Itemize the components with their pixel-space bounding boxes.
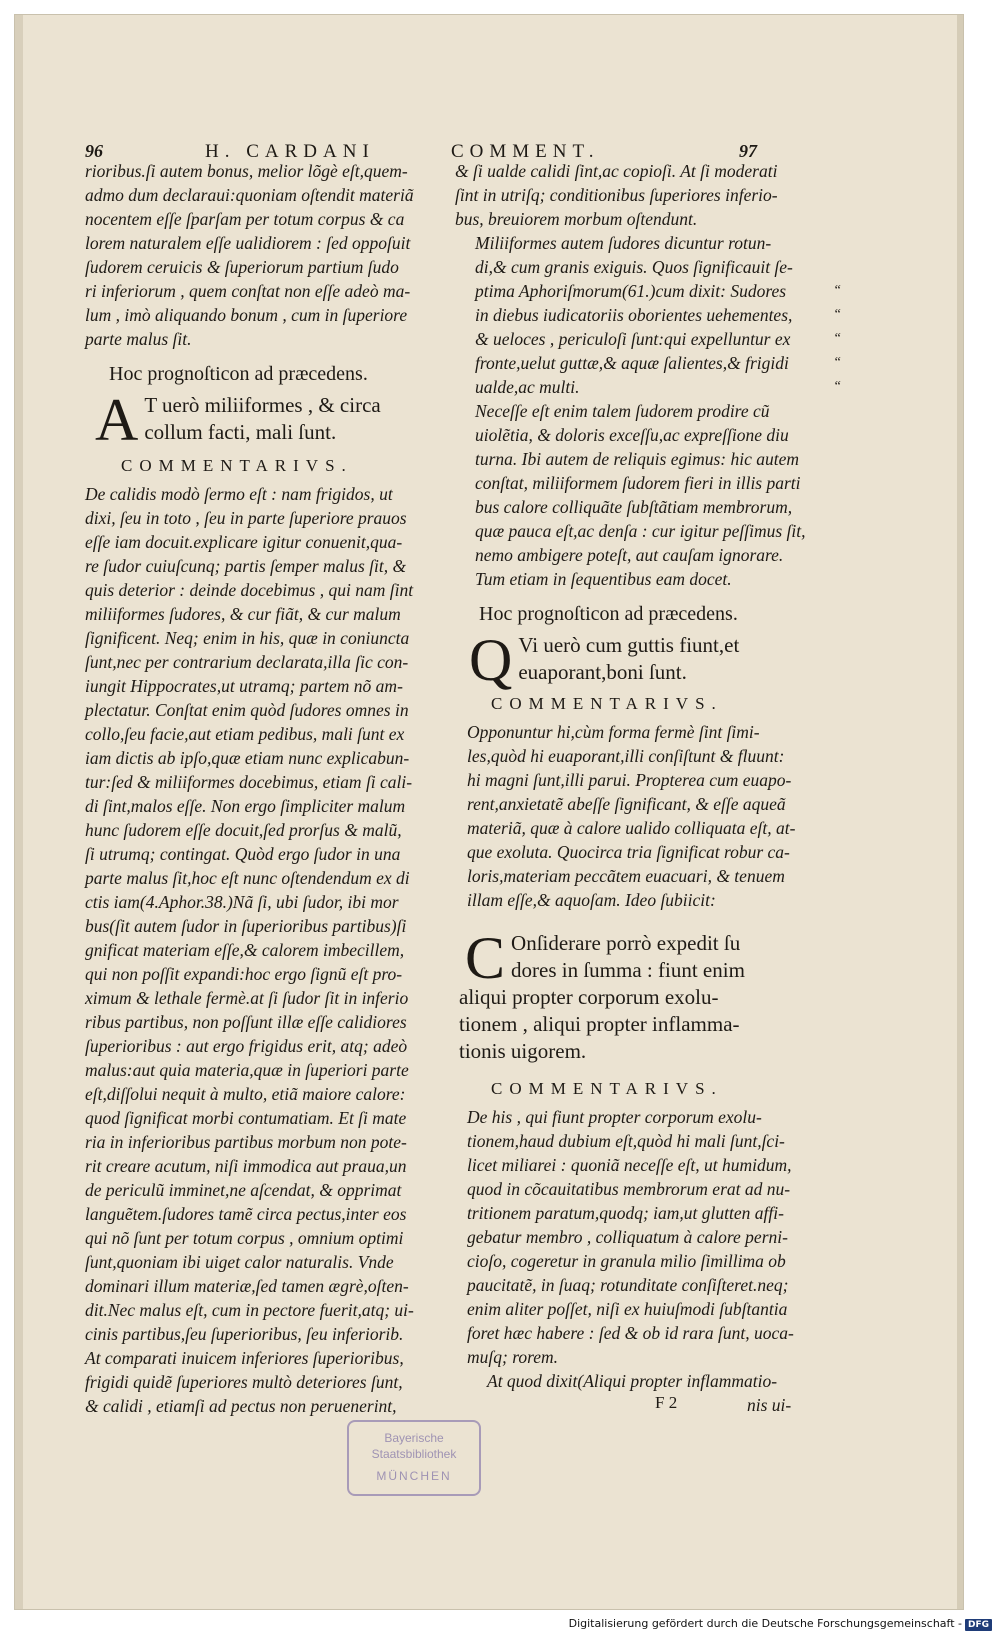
text-span: & ueloces , periculoſi ſunt:qui expelluntur ex (475, 329, 791, 349)
aphorism-block (89, 387, 447, 453)
text-line: paucitatẽ, in ſuaq; rotunditate conſiſteret.neq; (467, 1275, 789, 1295)
text-line: qui nõ ſunt per totum corpus , omnium optimi (85, 1228, 404, 1248)
text-line: frigidi quidẽ ſuperiores multò deteriores ſunt, (85, 1372, 403, 1392)
prognostic-heading: Hoc prognoſticon ad præcedens. (109, 363, 368, 385)
credit-text: Digitalisierung gefördert durch die Deutsche Forschungsgemeinschaft - (568, 1617, 962, 1630)
commentarius-heading: COMMENTARIVS. (491, 694, 723, 713)
text-line: eſt,diſſolui nequit à multo, etiã maiore calore: (85, 1084, 406, 1104)
text-line: lum , imò aliquando bonum , cum in ſuperiore (85, 305, 408, 325)
right-paragraph-1 (455, 159, 815, 231)
text-line: uiolẽtia, & doloris exceſſu,ac expreſſione diu (475, 425, 789, 445)
text-line: parte malus ſit. (85, 329, 192, 349)
text-line: & calidi , etiamſi ad pectus non peruenerint, (85, 1396, 397, 1416)
text-line: ſudorem ceruicis & ſuperiorum partium ſudo (85, 257, 399, 277)
text-line: plectatur. Conſtat enim quòd ſudores omnes in (85, 700, 409, 720)
text-line: foret hæc habere : ſed & ob id rara ſunt, uoca- (467, 1323, 794, 1343)
text-line: bus(ſit autem ſudor in ſuperioribus partibus)ſi (85, 916, 407, 936)
text-line: ſi utrumq; contingat. Quòd ergo ſudor in una (85, 844, 401, 864)
drop-cap-letter: Q (469, 627, 513, 693)
drop-cap-letter: A (95, 387, 139, 453)
aphorism-line: tionis uigorem. (459, 1039, 587, 1063)
text-line: Tum etiam in ſequentibus eam docet. (475, 569, 732, 589)
text-line: At quod dixit(Aliqui propter inflammatio- (487, 1371, 778, 1391)
text-line-quoted (475, 375, 841, 399)
text-line: ribus partibus, non poſſunt illæ eſſe calidiores (85, 1012, 407, 1032)
text-line: cinis partibus,ſeu ſuperioribus, ſeu inferiorib. (85, 1324, 404, 1344)
text-line: ctis iam(4.Aphor.38.)Nã ſi, ubi ſudor, ibi mor (85, 892, 399, 912)
text-line: tionem,haud dubium eſt,quòd hi mali ſunt,ſci- (467, 1131, 785, 1151)
text-line: ria in inferioribus partibus morbum non pote- (85, 1132, 407, 1152)
text-line: iungit Hippocrates,ut utramq; partem nõ am- (85, 676, 403, 696)
aphorism-line: Onſiderare porrò expedit ſu (511, 931, 741, 955)
text-line: tritionem paratum,quodq; iam,ut glutten affi- (467, 1203, 784, 1223)
text-line: At comparati inuicem inferiores ſuperioribus, (85, 1348, 404, 1368)
aphorism-line: aliqui propter corporum exolu- (459, 985, 719, 1009)
right-running-head: COMMENT. (451, 141, 600, 162)
text-line: loris,materiam peccãtem euacuari, & tenuem (467, 866, 785, 886)
text-line: ſignificent. Neq; enim in his, quæ in coniuncta (85, 628, 410, 648)
commentarius-heading: COMMENTARIVS. (491, 1079, 723, 1098)
text-line-quoted (475, 327, 841, 351)
scanned-page (14, 14, 964, 1610)
text-line: ſint in utriſq; conditionibus ſuperiores inferio- (455, 185, 778, 205)
stamp-line: Bayerische (384, 1431, 444, 1445)
text-line: nemo ambigere poteſt, aut cauſam ignorare. (475, 545, 784, 565)
text-line: di,& cum granis exiguis. Quos ſignificauit ſe- (475, 257, 793, 277)
text-line: hunc ſudorem eſſe docuit,ſed prorſus & malũ, (85, 820, 402, 840)
text-line: quod in cõcauitatibus membrorum erat ad nu- (467, 1179, 791, 1199)
prognostic-heading: Hoc prognoſticon ad præcedens. (479, 603, 738, 625)
text-line: cioſo, cogeretur in granula milio ſimillima ob (467, 1251, 786, 1271)
text-line: gnificat materiam eſſe,& calorem imbecillem, (85, 940, 405, 960)
text-line: dixi, ſeu in toto , ſeu in parte ſuperiore prauos (85, 508, 407, 528)
right-page-number: 97 (739, 141, 757, 161)
quotation-mark: “ (833, 355, 841, 370)
left-page-number: 96 (85, 141, 103, 161)
text-line: les,quòd hi euaporant,illi conſiſtunt & fluunt: (467, 746, 785, 766)
right-column (455, 159, 841, 1417)
drop-cap-letter: C (465, 925, 506, 991)
text-line: quæ pauca eſt,ac denſa : cur igitur peſſimus ſit, (475, 521, 806, 541)
text-line: eſſe iam docuit.explicare igitur conuenit,qua- (85, 532, 403, 552)
text-line: iam dictis ab ipſo,quæ etiam nunc explicabun- (85, 748, 410, 768)
text-line: bus calore colliquãte ſubſtãtiam membrorum, (475, 497, 793, 517)
commentarius-heading: COMMENTARIVS. (121, 456, 353, 475)
text-line: collo,ſeu facie,aut etiam pedibus, mali ſunt ex (85, 724, 405, 744)
left-paragraph-2 (85, 482, 447, 1418)
text-line: & ſi ualde calidi ſint,ac copioſi. At ſi moderati (455, 161, 778, 181)
left-column (85, 159, 447, 1418)
text-span: fronte,uelut guttæ,& aquæ ſalientes,& frigidi (475, 353, 789, 373)
text-line: miliiformes ſudores, & cur fiãt, & cur malum (85, 604, 401, 624)
text-line: qui non poſſit expandi:hoc ergo ſignũ eſt pro- (85, 964, 403, 984)
aphorism-block (459, 925, 815, 1065)
text-line: bus, breuiorem morbum oſtendunt. (455, 209, 698, 229)
text-line: rioribus.ſi autem bonus, melior lõgè eſt,quem- (85, 161, 408, 181)
text-line: rit creare acutum, niſi immodica aut praua,un (85, 1156, 407, 1176)
text-line: gebatur membro , colliquatum à calore perni- (467, 1227, 788, 1247)
text-line: dit.Nec malus eſt, cum in pectore fuerit,atq; ui- (85, 1300, 414, 1320)
text-line-quoted (475, 303, 841, 327)
quotation-mark: “ (833, 331, 841, 346)
right-paragraph-5 (455, 1105, 815, 1393)
text-line: nocentem eſſe ſparſam per totum corpus & ca (85, 209, 405, 229)
quotation-mark: “ (833, 379, 841, 394)
text-line: quis deterior : deinde docebimus , qui nam ſint (85, 580, 414, 600)
text-line: rent,anxietatẽ abeſſe ſignificant, & eſſe aqueã (467, 794, 786, 814)
signature-mark: F 2 (655, 1393, 678, 1412)
text-line: licet miliarei : quoniã neceſſe eſt, ut humidum, (467, 1155, 792, 1175)
text-line: ſunt,quoniam ibi uiget calor naturalis. Vnde (85, 1252, 394, 1272)
text-line: ſunt,nec per contrarium declarata,illa ſic con- (85, 652, 409, 672)
left-running-head: H. CARDANI (205, 141, 375, 162)
text-line: De his , qui fiunt propter corporum exolu- (467, 1107, 762, 1127)
text-line: Miliiformes autem ſudores dicuntur rotun- (475, 233, 772, 253)
text-line: materiã, quæ à calore ualido colliquata eſt, at- (467, 818, 796, 838)
text-line: quod ſignificat morbi contumatiam. Et ſi mate (85, 1108, 407, 1128)
aphorism-line: euaporant,boni ſunt. (518, 660, 687, 684)
aphorism-block (463, 627, 815, 693)
right-paragraph-2 (455, 231, 841, 399)
aphorism-line: dores in ſumma : fiunt enim (511, 958, 745, 982)
library-stamp (347, 1420, 481, 1496)
text-span: in diebus iudicatoriis oborientes uehementes, (475, 305, 793, 325)
text-line: enim aliter poſſet, niſi ex huiuſmodi ſubſtantia (467, 1299, 788, 1319)
text-line: tur:ſed & miliiformes docebimus, etiam ſi cali- (85, 772, 413, 792)
quotation-mark: “ (833, 307, 841, 322)
text-line: di ſint,malos eſſe. Non ergo ſimpliciter malum (85, 796, 406, 816)
left-paragraph-1 (85, 159, 447, 351)
aphorism-line: tionem , aliqui propter inflamma- (459, 1012, 740, 1036)
page-footer-line (455, 1393, 815, 1417)
text-line: Neceſſe eſt enim talem ſudorem prodire cũ (475, 401, 770, 421)
text-line: dominari illum materiæ,ſed tamen ægrè,oſten- (85, 1276, 409, 1296)
text-line: Opponuntur hi,cùm forma fermè ſint ſimi- (467, 722, 760, 742)
text-line: de periculũ imminet,ne aſcendat, & opprimat (85, 1180, 402, 1200)
stamp-line: MÜNCHEN (376, 1469, 452, 1483)
text-line: que exoluta. Quocirca tria ſignificat robur ca- (467, 842, 790, 862)
text-line: ri inferiorum , quem conſtat non eſſe adeò ma- (85, 281, 411, 301)
right-paragraph-3 (455, 399, 815, 591)
digitization-credit (569, 1617, 992, 1631)
aphorism-line: collum facti, mali ſunt. (144, 420, 337, 444)
stamp-line: Staatsbibliothek (371, 1447, 457, 1461)
text-line: lorem naturalem eſſe ualidiorem : ſed oppoſuit (85, 233, 411, 253)
text-line-quoted (475, 351, 841, 375)
text-line: malus:aut quia materia,quæ in ſuperiori parte (85, 1060, 409, 1080)
text-line: admo dum declaraui:quoniam oſtendit materiã (85, 185, 414, 205)
quotation-mark: “ (833, 283, 841, 298)
text-line: De calidis modò ſermo eſt : nam frigidos, ut (85, 484, 393, 504)
text-line-quoted (475, 279, 841, 303)
page-spine-shadow (15, 15, 23, 1609)
text-line: illam eſſe,& aquoſam. Ideo ſubiicit: (467, 890, 716, 910)
dfg-logo: DFG (965, 1619, 992, 1631)
text-line: conſtat, miliiformem ſudorem fieri in illis parti (475, 473, 801, 493)
text-line: parte malus ſit,hoc eſt nunc oſtendendum ex di (85, 868, 410, 888)
text-line: muſq; rorem. (467, 1347, 559, 1367)
aphorism-line: T uerò miliiformes , & circa (144, 393, 381, 417)
text-span: ualde,ac multi. (475, 377, 580, 397)
text-line: ſuperioribus : aut ergo frigidus erit, atq; adeò (85, 1036, 408, 1056)
aphorism-line: Vi uerò cum guttis fiunt,et (518, 633, 740, 657)
catchword: nis ui- (747, 1395, 792, 1415)
text-line: turna. Ibi autem de reliquis egimus: hic autem (475, 449, 800, 469)
text-line: languẽtem.ſudores tamẽ circa pectus,inter eos (85, 1204, 407, 1224)
text-line: re ſudor cuiuſcunq; partis ſemper malus ſit, & (85, 556, 407, 576)
text-line: ximum & lethale fermè.at ſi ſudor ſit in inferio (85, 988, 409, 1008)
page-edge (957, 15, 963, 1609)
text-span: ptima Aphoriſmorum(61.)cum dixit: Sudores (475, 281, 787, 301)
text-line: hi magni ſunt,illi parui. Propterea cum euapo- (467, 770, 792, 790)
right-paragraph-4 (455, 720, 815, 912)
